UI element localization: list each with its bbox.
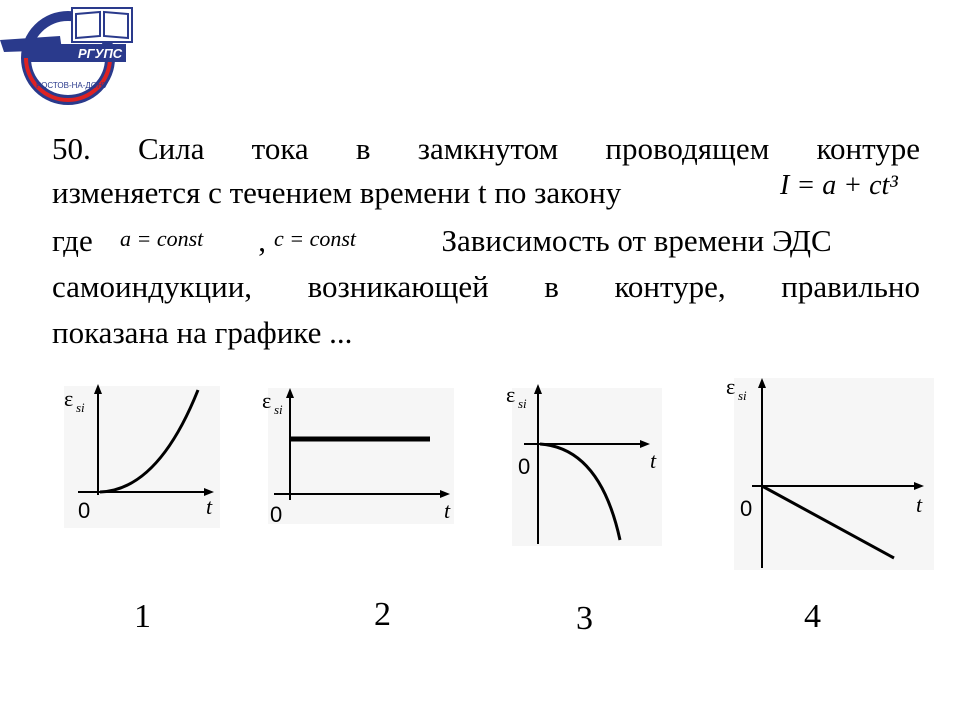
question-line-1: 50. Сила тока в замкнутом проводящем контуре: [52, 131, 920, 166]
logo-text: РГУПС: [78, 46, 123, 61]
formula-current: I = a + ct³: [780, 170, 898, 201]
graph-3-origin: 0: [518, 454, 531, 479]
question-line-4: самоиндукции, возникающей в контуре, правильно: [52, 269, 920, 304]
graph-2-y-label: ε: [262, 388, 272, 413]
graph-2: [248, 382, 458, 527]
graph-number-2: 2: [374, 596, 391, 633]
graph-number-4: 4: [804, 598, 821, 635]
graph-3-y-sub: si: [518, 396, 527, 411]
question-line-3-suffix: Зависимость от времени ЭДС: [441, 223, 832, 258]
formula-c: c = const: [274, 226, 357, 251]
university-logo-icon: [0, 0, 140, 110]
graph-3-y-label: ε: [506, 382, 516, 407]
where-label: где: [52, 223, 93, 258]
graph-4-x-label: t: [916, 492, 923, 517]
graph-3-x-label: t: [650, 448, 657, 473]
graph-3: [500, 378, 670, 548]
graph-4-y-label: ε: [726, 374, 736, 399]
logo-subtext: РОСТОВ-НА-ДОНУ: [36, 81, 108, 90]
graph-1-x-label: t: [206, 494, 213, 519]
graph-2-y-sub: si: [274, 402, 283, 417]
graph-1-origin: 0: [78, 498, 91, 523]
graph-4-y-sub: si: [738, 388, 747, 403]
graph-4: [722, 372, 938, 572]
graph-1-y-label: ε: [64, 386, 74, 411]
graph-2-x-label: t: [444, 498, 451, 523]
comma: ,: [258, 223, 266, 258]
question-line-5: показана на графике ...: [52, 315, 353, 350]
graph-number-1: 1: [134, 598, 151, 635]
graph-2-origin: 0: [270, 502, 283, 527]
graph-1: [48, 380, 228, 530]
question-line-2: изменяется с течением времени t по закону: [52, 175, 622, 210]
graph-4-origin: 0: [740, 496, 753, 521]
graph-1-y-sub: si: [76, 400, 85, 415]
graph-number-3: 3: [576, 600, 593, 637]
formula-a: a = const: [120, 226, 204, 251]
